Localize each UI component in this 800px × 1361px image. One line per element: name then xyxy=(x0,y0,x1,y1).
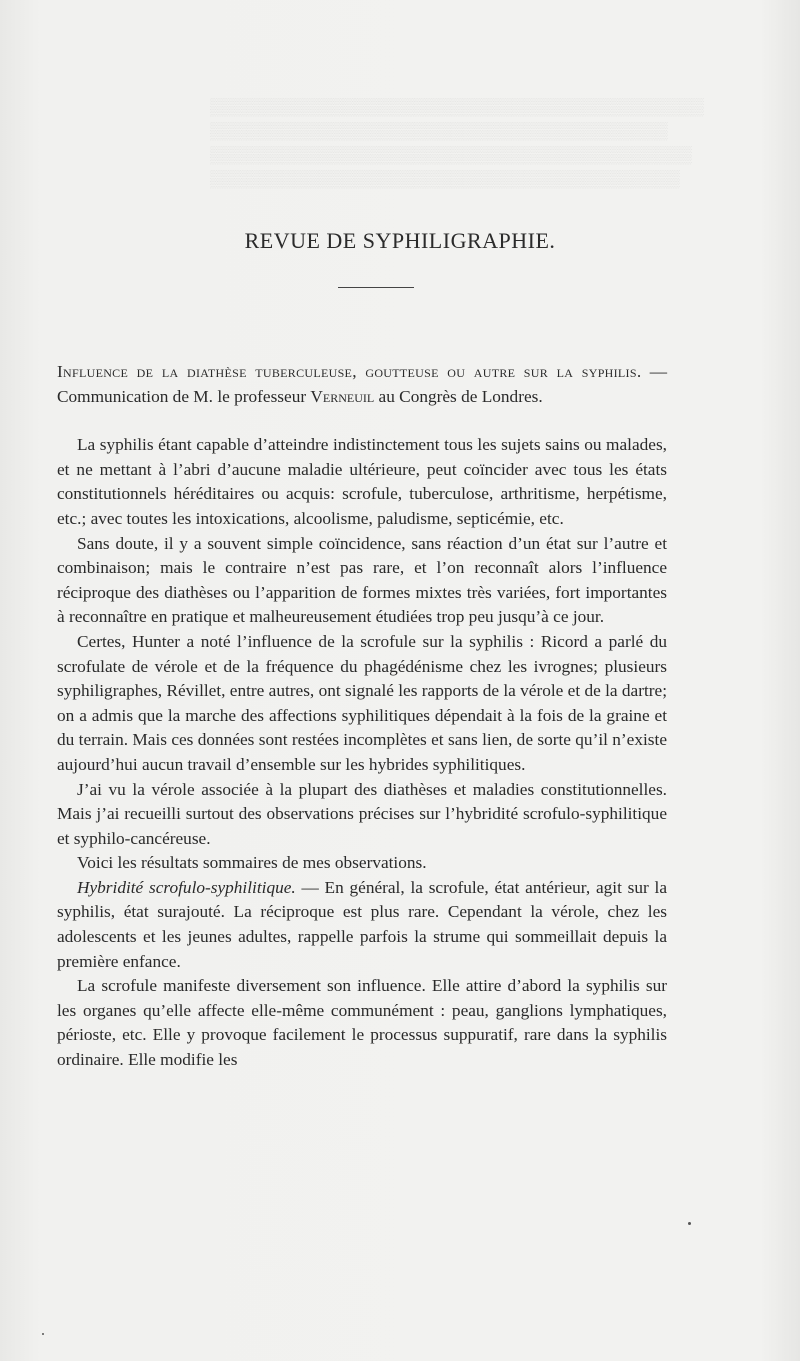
ink-speck xyxy=(42,1333,44,1335)
paragraph-3: Certes, Hunter a noté l’influence de la scrofule sur la syphilis : Ricord a parlé du scrofulate de vérole et de la fréquence du phagédénisme chez les ivrognes; plusieurs syphiligraphes, Révillet, entre autres, ont signalé les rapports de la vérole et de la dartre; on a admis que la marche des affections syphilitiques dépendait à la fois de la graine et du terrain. Mais ces données sont restées incomplètes et sans lien, de sorte qu’il n’existe aujourd’hui aucun travail d’ensemble sur les hybrides syphilitiques. xyxy=(57,631,667,774)
page-title: REVUE DE SYPHILIGRAPHIE. xyxy=(244,228,556,253)
hybrid-heading: Hybridité scrofulo-syphilitique. xyxy=(77,877,296,897)
hybrid-separator: — xyxy=(295,877,325,897)
paragraph-4: J’ai vu la vérole associée à la plupart des diathèses et maladies constitutionnelles. Mais j’ai recueilli surtout des observations précises sur l’hybridité scrofulo-syphilitique et syphilo-cancéreuse. xyxy=(57,779,667,848)
title-rule xyxy=(338,287,414,288)
show-through-texture: ▒▒▒▒▒▒▒▒▒▒▒▒▒▒▒▒▒▒▒▒▒▒▒▒▒▒▒▒▒▒▒▒▒▒▒▒▒▒▒▒▒ ▒▒▒▒▒▒▒▒▒▒▒▒▒▒▒▒▒▒▒▒▒▒▒▒▒▒▒▒▒▒▒▒▒▒▒▒▒▒ ▒▒▒▒▒▒▒▒▒▒▒▒▒▒▒▒▒▒▒▒▒▒▒▒▒▒▒▒▒▒▒▒▒▒▒▒▒▒▒▒ ▒▒▒▒▒▒▒▒▒▒▒▒▒▒▒▒▒▒▒▒▒▒▒▒▒▒▒▒▒▒▒▒▒▒▒▒▒▒▒ xyxy=(210,97,704,188)
ink-speck xyxy=(688,1222,691,1225)
article-heading xyxy=(57,360,667,409)
paragraph-hybridite xyxy=(57,876,667,974)
heading-communication: Communication de M. le professeur xyxy=(57,386,311,406)
paragraph-2: Sans doute, il y a souvent simple coïncidence, sans réaction d’un état sur l’autre et combinaison; mais le contraire n’est pas rare, et l’on reconnaît alors l’influence réciproque des diathèses ou l’apparition de formes mixtes très variées, fort importantes à reconnaître en pratique et malheureusement étudiées trop peu jusqu’à ce jour. xyxy=(57,533,667,627)
heading-separator: — xyxy=(641,362,667,381)
heading-venue: au Congrès de Londres. xyxy=(374,386,543,406)
hybrid-text: En général, la scrofule, état antérieur, agit sur la syphilis, état surajouté. La réciproque est plus rare. Cependant la vérole, chez les adolescents et les jeunes adultes, rappelle parfois la strume qui sommeillait depuis la première enfance. xyxy=(57,877,668,971)
article-heading-title: Influence de la diathèse tuberculeuse, goutteuse ou autre sur la syphilis. xyxy=(57,362,642,381)
article-body xyxy=(57,360,667,1073)
heading-author: Verneuil xyxy=(310,386,375,406)
paragraph-last: La scrofule manifeste diversement son influence. Elle attire d’abord la syphilis sur les organes qu’elle affecte elle-même communément : peau, ganglions lymphatiques, périoste, etc. Elle y provoque facilement le processus suppuratif, rare dans la syphilis ordinaire. Elle modifie les xyxy=(57,976,667,1070)
paragraph-1: La syphilis étant capable d’atteindre indistinctement tous les sujets sains ou malades, et ne mettant à l’abri d’aucune maladie ultérieure, peut coïncider avec tous les états constitutionnels héréditaires ou acquis: scrofule, tuberculose, arthritisme, herpétisme, etc.; avec toutes les intoxications, alcoolisme, paludisme, septicémie, etc. xyxy=(57,435,667,528)
paragraph-5: Voici les résultats sommaires de mes observations. xyxy=(77,853,427,873)
